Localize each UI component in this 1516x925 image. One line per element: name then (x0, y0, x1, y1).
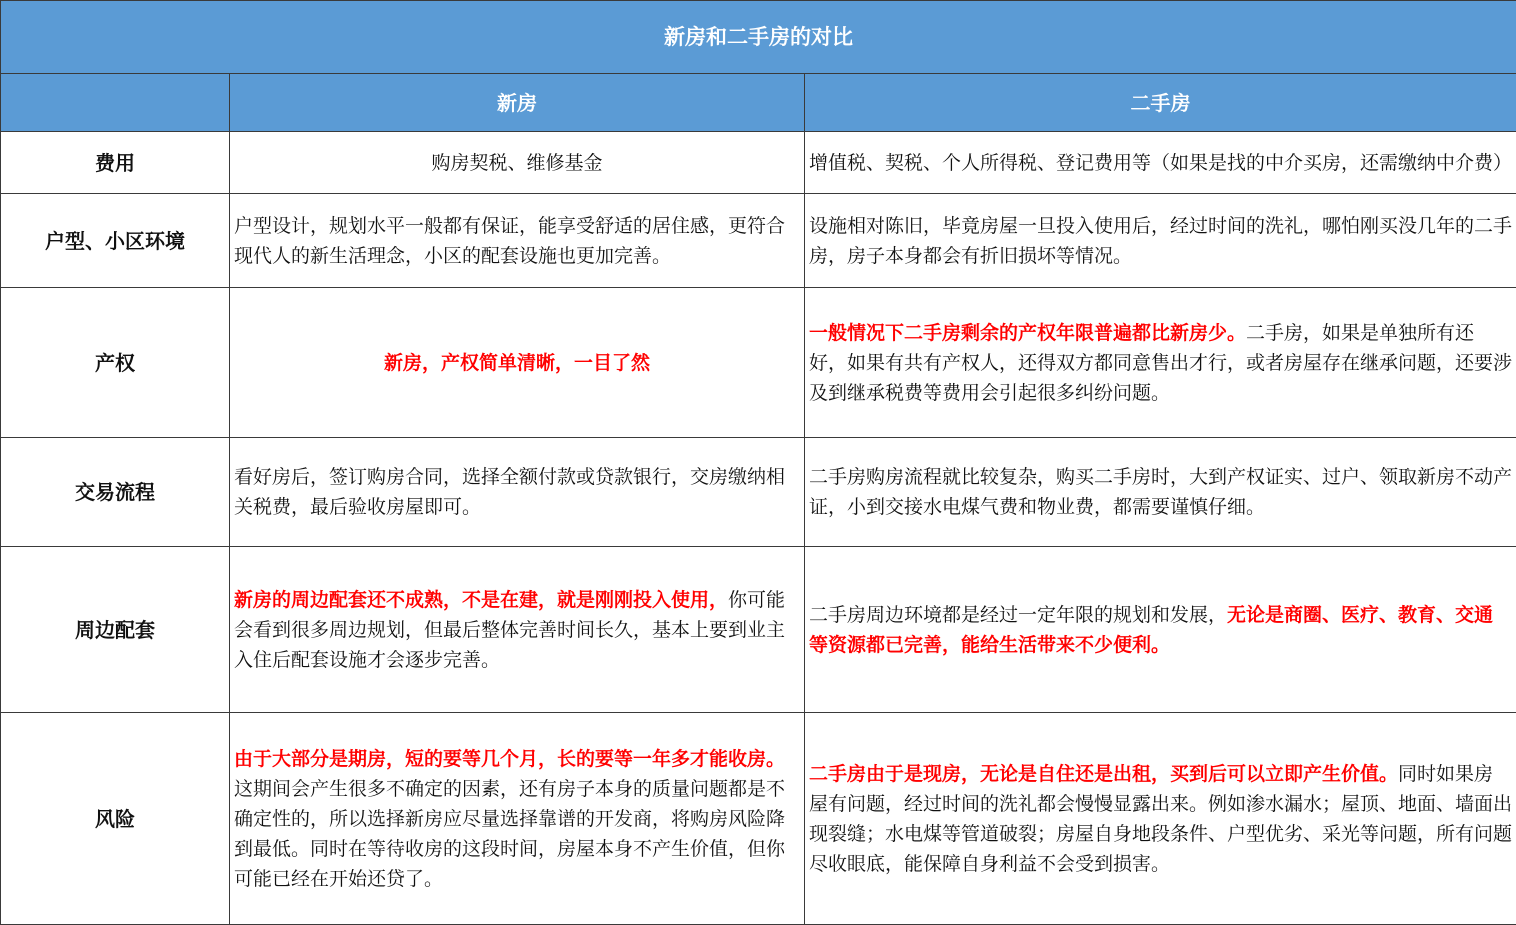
row-label-risk: 风险 (1, 713, 230, 925)
property-used-house (805, 288, 1516, 438)
surround-new-highlight: 新房的周边配套还不成熟，不是在建，就是刚刚投入使用， (234, 589, 728, 611)
surround-new-house (230, 547, 805, 713)
layout-used-house: 设施相对陈旧，毕竟房屋一旦投入使用后，经过时间的洗礼，哪怕刚买没几年的二手房，房子本身都会有折旧损坏等情况。 (805, 194, 1516, 288)
risk-used-text: 同时如果房屋有问题，经过时间的洗礼都会慢慢显露出来。例如渗水漏水；屋顶、地面、墙面出现裂缝；水电煤等管道破裂；房屋自身地段条件、户型优劣、采光等问题，所有问题尽收眼底，能保障自身利益不会受到损害。 (809, 763, 1512, 875)
fee-used-house: 增值税、契税、个人所得税、登记费用等（如果是找的中介买房，还需缴纳中介费） (805, 132, 1516, 194)
header-row (1, 74, 1516, 132)
row-property (1, 288, 1516, 438)
property-used-text: 二手房，如果是单独所有还好，如果有共有产权人，还得双方都同意售出才行，或者房屋存在继承问题，还要涉及到继承税费等费用会引起很多纠纷问题。 (809, 322, 1512, 404)
surround-used-text: 二手房周边环境都是经过一定年限的规划和发展， (809, 604, 1227, 626)
risk-used-highlight: 二手房由于是现房，无论是自住还是出租，买到后可以立即产生价值。 (809, 763, 1398, 785)
row-label-property: 产权 (1, 288, 230, 438)
header-used-house: 二手房 (805, 74, 1516, 132)
risk-new-text: 这期间会产生很多不确定的因素，还有房子本身的质量问题都是不确定性的，所以选择新房应尽量选择靠谱的开发商，将购房风险降到最低。同时在等待收房的这段时间，房屋本身不产生价值，但你可能已经在开始还贷了。 (234, 778, 785, 890)
surround-used-house (805, 547, 1516, 713)
row-surround (1, 547, 1516, 713)
risk-new-highlight: 由于大部分是期房，短的要等几个月，长的要等一年多才能收房。 (234, 748, 785, 770)
property-new-house (230, 288, 805, 438)
row-label-fee: 费用 (1, 132, 230, 194)
row-label-surround: 周边配套 (1, 547, 230, 713)
surround-new-text: 你可能会看到很多周边规划，但最后整体完善时间长久，基本上要到业主入住后配套设施才会逐步完善。 (234, 589, 785, 671)
header-new-house: 新房 (230, 74, 805, 132)
property-new-highlight: 新房，产权简单清晰，一目了然 (384, 352, 650, 374)
layout-new-house: 户型设计，规划水平一般都有保证，能享受舒适的居住感，更符合现代人的新生活理念，小区的配套设施也更加完善。 (230, 194, 805, 288)
surround-used-highlight: 无论是商圈、医疗、教育、交通等资源都已完善，能给生活带来不少便利。 (809, 604, 1493, 656)
row-risk (1, 713, 1516, 925)
process-used-house: 二手房购房流程就比较复杂，购买二手房时，大到产权证实、过户、领取新房不动产证，小到交接水电煤气费和物业费，都需要谨慎仔细。 (805, 438, 1516, 547)
property-used-highlight: 一般情况下二手房剩余的产权年限普遍都比新房少。 (809, 322, 1246, 344)
row-label-process: 交易流程 (1, 438, 230, 547)
table-title: 新房和二手房的对比 (1, 1, 1516, 74)
title-row (1, 1, 1516, 74)
risk-new-house (230, 713, 805, 925)
fee-new-house: 购房契税、维修基金 (230, 132, 805, 194)
header-blank (1, 74, 230, 132)
risk-used-house (805, 713, 1516, 925)
process-new-house: 看好房后，签订购房合同，选择全额付款或贷款银行，交房缴纳相关税费，最后验收房屋即可。 (230, 438, 805, 547)
row-layout (1, 194, 1516, 288)
row-fee (1, 132, 1516, 194)
row-process (1, 438, 1516, 547)
row-label-layout: 户型、小区环境 (1, 194, 230, 288)
